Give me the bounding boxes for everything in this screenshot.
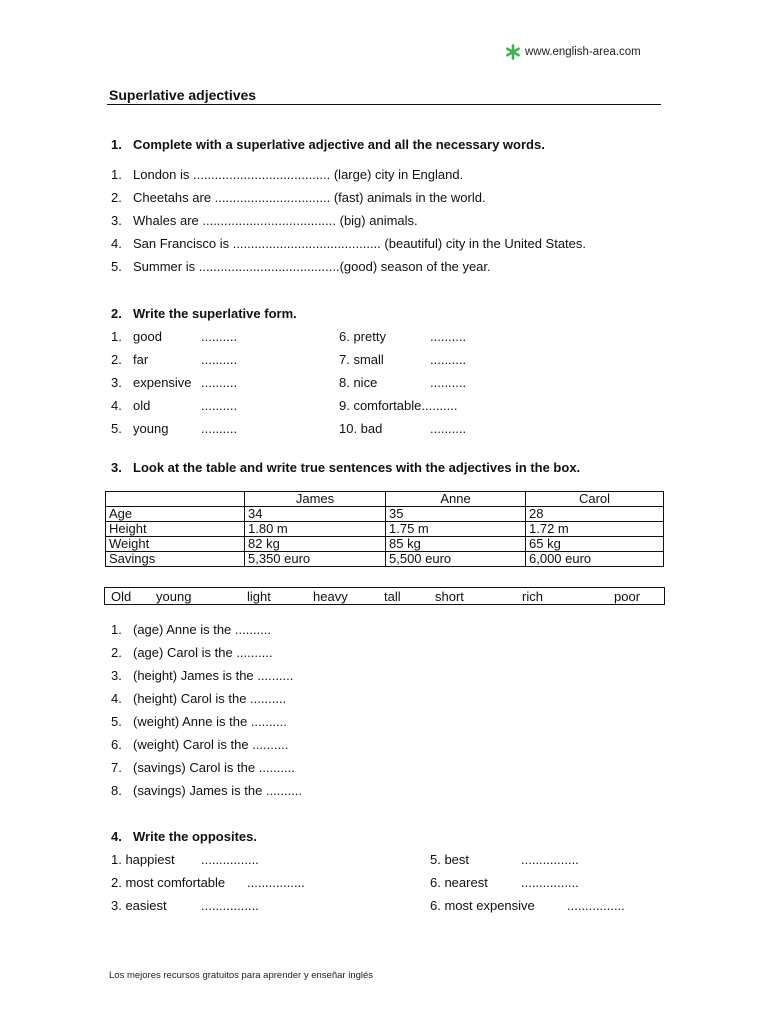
word-box <box>104 587 665 605</box>
section2-heading: 2. Write the superlative form. <box>111 306 297 321</box>
page-footer: Los mejores recursos gratuitos para aprender y enseñar inglés <box>109 970 374 981</box>
section4-right-item: 5. best <box>430 852 470 867</box>
page-title: Superlative adjectives <box>109 87 257 103</box>
answer-blank: ................ <box>567 898 625 913</box>
table-header-cell: Carol <box>526 492 664 507</box>
answer-blank: ................ <box>521 875 579 890</box>
section1-item: 2. Cheetahs are ................................ (fast) animals in the world. <box>111 190 486 205</box>
section2-left-item: 4. old <box>111 398 151 413</box>
site-header <box>505 44 641 60</box>
section3-item: 6. (weight) Carol is the .......... <box>111 737 289 752</box>
answer-blank: .......... <box>430 352 467 367</box>
section4-right-item: 6. most expensive <box>430 898 535 913</box>
answer-blank: .......... <box>430 421 467 436</box>
section2-left-item: 1. good <box>111 329 162 344</box>
table-cell: 34 <box>245 507 386 522</box>
section4-left-item: 2. most comfortable <box>111 875 226 890</box>
section1-item: 4. San Francisco is ......................................... (beautiful) city in the United States. <box>111 236 587 251</box>
box-word: Old <box>111 589 132 604</box>
answer-blank: .......... <box>430 329 467 344</box>
section2-left-item: 5. young <box>111 421 169 436</box>
table-cell: 5,500 euro <box>386 552 526 567</box>
section3-item: 7. (savings) Carol is the .......... <box>111 760 295 775</box>
table-cell: 65 kg <box>526 537 664 552</box>
table-cell: Age <box>106 507 245 522</box>
table-cell: Weight <box>106 537 245 552</box>
answer-blank: .......... <box>421 398 458 413</box>
table-cell: Height <box>106 522 245 537</box>
site-url: www.english-area.com <box>525 46 641 58</box>
table-cell: 35 <box>386 507 526 522</box>
table-header-cell: James <box>245 492 386 507</box>
section2-left-item: 2. far <box>111 352 149 367</box>
section2-right-item: 8. nice <box>339 375 378 390</box>
table-cell: 28 <box>526 507 664 522</box>
table-row <box>106 507 664 522</box>
answer-blank: .......... <box>430 375 467 390</box>
section1-item: 1. London is ...................................... (large) city in England. <box>111 167 464 182</box>
table-row <box>106 537 664 552</box>
box-word: light <box>247 589 271 604</box>
section2-right-item: 9. comfortable.......... <box>339 398 458 413</box>
box-word: poor <box>614 589 641 604</box>
table-header-cell <box>106 492 245 507</box>
table-cell: Savings <box>106 552 245 567</box>
asterisk-logo-icon <box>505 44 521 60</box>
box-word: heavy <box>313 589 348 604</box>
answer-blank: .......... <box>201 352 238 367</box>
section3-heading: 3. Look at the table and write true sentences with the adjectives in the box. <box>111 460 581 475</box>
section3-item: 4. (height) Carol is the .......... <box>111 691 287 706</box>
answer-blank: .......... <box>201 329 238 344</box>
section4-right-item: 6. nearest <box>430 875 488 890</box>
title-divider <box>107 104 661 105</box>
answer-blank: .......... <box>201 421 238 436</box>
box-word: short <box>435 589 464 604</box>
answer-blank: ................ <box>247 875 305 890</box>
table-header-cell: Anne <box>386 492 526 507</box>
box-word: rich <box>522 589 543 604</box>
answer-blank: ................ <box>521 852 579 867</box>
answer-blank: ................ <box>201 898 259 913</box>
answer-blank: .......... <box>201 398 238 413</box>
section3-item: 8. (savings) James is the .......... <box>111 783 303 798</box>
section4-left-item: 3. easiest <box>111 898 167 913</box>
section4-heading: 4. Write the opposites. <box>111 829 257 844</box>
answer-blank: ................ <box>201 852 259 867</box>
section3-item: 1. (age) Anne is the .......... <box>111 622 272 637</box>
section1-heading: 1. Complete with a superlative adjective and all the necessary words. <box>111 137 545 152</box>
answer-blank: .......... <box>201 375 238 390</box>
table-cell: 85 kg <box>386 537 526 552</box>
table-row <box>106 552 664 567</box>
section2-right-item: 6. pretty <box>339 329 386 344</box>
table-header-row <box>106 492 664 507</box>
table-cell: 1.75 m <box>386 522 526 537</box>
data-table <box>105 491 664 567</box>
section3-item: 2. (age) Carol is the .......... <box>111 645 273 660</box>
section3-item: 3. (height) James is the .......... <box>111 668 294 683</box>
section2-right-item: 7. small <box>339 352 384 367</box>
section2-left-item: 3. expensive <box>111 375 192 390</box>
table-row <box>106 522 664 537</box>
section3-item: 5. (weight) Anne is the .......... <box>111 714 287 729</box>
table-cell: 6,000 euro <box>526 552 664 567</box>
table-cell: 5,350 euro <box>245 552 386 567</box>
table-cell: 1.72 m <box>526 522 664 537</box>
section2-right-item: 10. bad <box>339 421 383 436</box>
section4-left-item: 1. happiest <box>111 852 175 867</box>
table-cell: 82 kg <box>245 537 386 552</box>
section1-item: 5. Summer is .......................................(good) season of the year. <box>111 259 491 274</box>
box-word: tall <box>384 589 401 604</box>
box-word: young <box>156 589 192 604</box>
table-cell: 1.80 m <box>245 522 386 537</box>
section1-item: 3. Whales are ..................................... (big) animals. <box>111 213 418 228</box>
